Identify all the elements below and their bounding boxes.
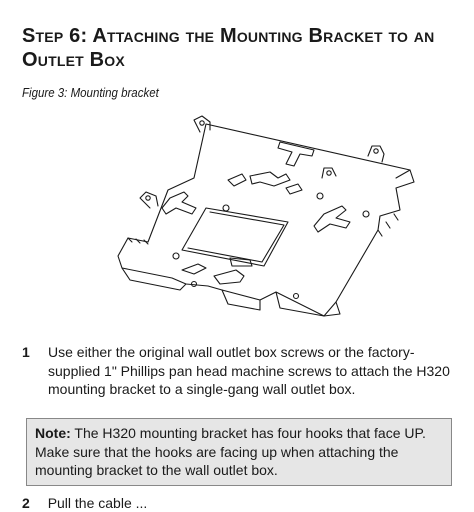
figure-caption: Figure 3: Mounting bracket: [22, 86, 159, 100]
step-text: Use either the original wall outlet box screws or the factory-supplied 1" Phillips pan head machine screws to attach the H320 mounting bracket to a single-gang wall outlet box.: [48, 344, 450, 397]
note-box: [26, 418, 452, 486]
step-2-partial: [22, 494, 462, 511]
note-label: Note:: [35, 425, 71, 441]
step-number: 1: [22, 344, 30, 360]
step-number: 2: [22, 495, 30, 511]
step-text: Pull the cable ...: [47, 495, 148, 511]
step-heading: Step 6: Attaching the Mounting Bracket to an Outlet Box: [22, 25, 435, 71]
mounting-bracket-figure: [110, 118, 430, 318]
mounting-bracket-illustration: [110, 118, 430, 318]
note-text: The H320 mounting bracket has four hooks that face UP. Make sure that the hooks are facing up when attaching the mounting bracket to the wall outlet box.: [35, 425, 426, 478]
